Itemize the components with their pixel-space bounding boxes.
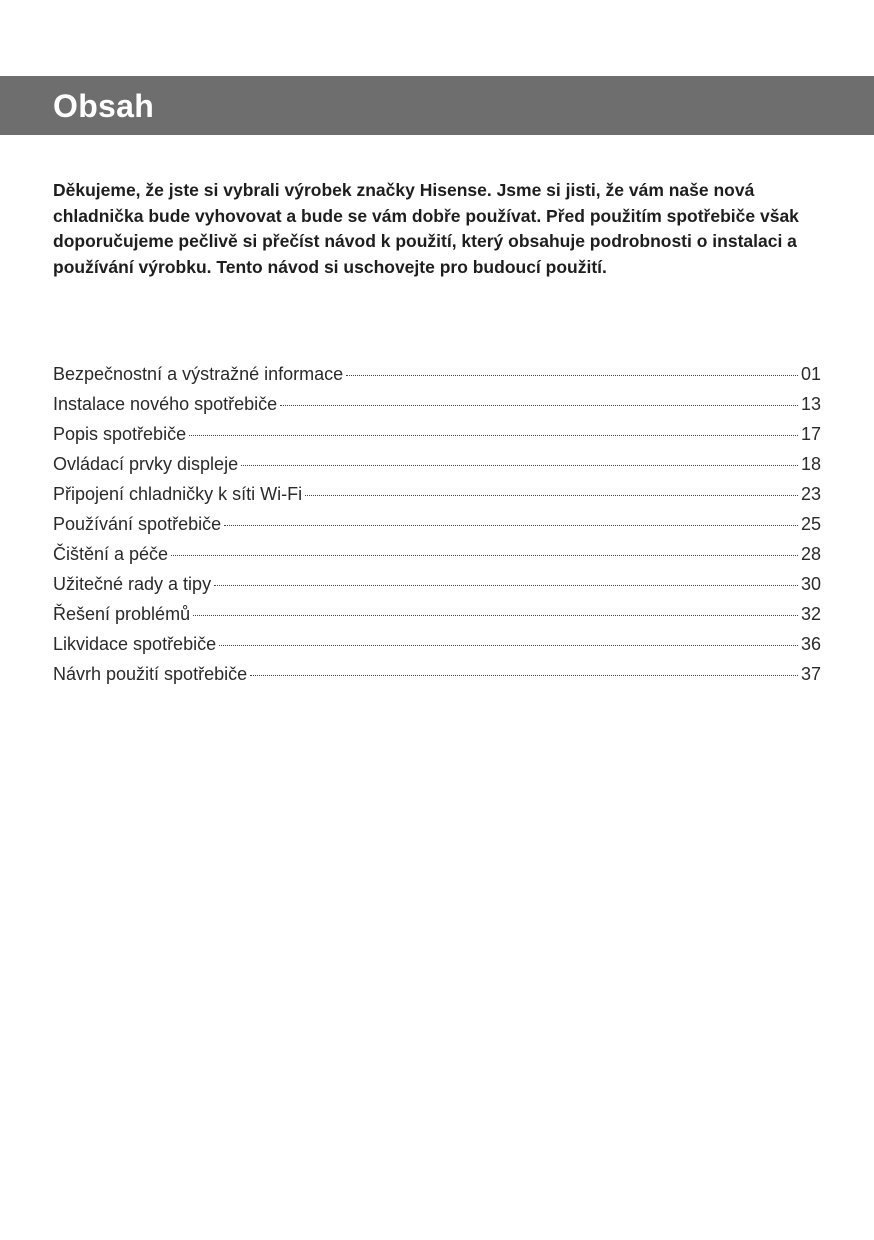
toc-entry-label: Bezpečnostní a výstražné informace bbox=[53, 364, 344, 384]
toc-dot-leader bbox=[250, 675, 798, 676]
toc-entry-installation[interactable] bbox=[53, 391, 821, 421]
page-title: Obsah bbox=[53, 88, 155, 124]
toc-dot-leader bbox=[241, 465, 798, 466]
toc-entry-wifi[interactable] bbox=[53, 481, 821, 511]
toc-entry-label: Návrh použití spotřebiče bbox=[53, 664, 248, 684]
toc-entry-troubleshooting[interactable] bbox=[53, 601, 821, 631]
toc-entry-disposal[interactable] bbox=[53, 631, 821, 661]
toc-entry-usage[interactable] bbox=[53, 511, 821, 541]
toc-entry-safety[interactable] bbox=[53, 361, 821, 391]
toc-entry-display-controls[interactable] bbox=[53, 451, 821, 481]
toc-dot-leader bbox=[305, 495, 798, 496]
toc-entry-tips[interactable] bbox=[53, 571, 821, 601]
toc-entry-page: 37 bbox=[800, 664, 821, 684]
toc-entry-page: 30 bbox=[800, 574, 821, 594]
toc-entry-page: 28 bbox=[800, 544, 821, 564]
toc-dot-leader bbox=[171, 555, 798, 556]
toc-dot-leader bbox=[189, 435, 798, 436]
toc-entry-cleaning[interactable] bbox=[53, 541, 821, 571]
toc-dot-leader bbox=[224, 525, 798, 526]
toc-entry-page: 23 bbox=[800, 484, 821, 504]
toc-entry-label: Ovládací prvky displeje bbox=[53, 454, 239, 474]
toc-dot-leader bbox=[346, 375, 798, 376]
toc-entry-page: 01 bbox=[800, 364, 821, 384]
toc-dot-leader bbox=[214, 585, 798, 586]
toc-entry-description[interactable] bbox=[53, 421, 821, 451]
toc-dot-leader bbox=[280, 405, 798, 406]
toc-entry-label: Připojení chladničky k síti Wi-Fi bbox=[53, 484, 303, 504]
toc-dot-leader bbox=[219, 645, 798, 646]
toc-entry-page: 36 bbox=[800, 634, 821, 654]
toc-entry-label: Užitečné rady a tipy bbox=[53, 574, 212, 594]
toc-entry-page: 17 bbox=[800, 424, 821, 444]
toc-entry-label: Instalace nového spotřebiče bbox=[53, 394, 278, 414]
toc-entry-label: Používání spotřebiče bbox=[53, 514, 222, 534]
toc-entry-usage-design[interactable] bbox=[53, 661, 821, 691]
toc-entry-page: 25 bbox=[800, 514, 821, 534]
table-of-contents bbox=[53, 361, 821, 691]
toc-entry-label: Čištění a péče bbox=[53, 544, 169, 564]
toc-dot-leader bbox=[193, 615, 798, 616]
toc-entry-page: 18 bbox=[800, 454, 821, 474]
toc-entry-label: Řešení problémů bbox=[53, 604, 191, 624]
intro-paragraph: Děkujeme, že jste si vybrali výrobek značky Hisense. Jsme si jisti, že vám naše nová chladnička bude vyhovovat a bude se vám dobře používat. Před použitím spotřebiče však doporučujeme pečlivě si přečíst návod k použití, který obsahuje podrobnosti o instalaci a používání výrobku. Tento návod si uschovejte pro budoucí použití. bbox=[53, 180, 799, 277]
toc-entry-label: Popis spotřebiče bbox=[53, 424, 187, 444]
toc-entry-page: 32 bbox=[800, 604, 821, 624]
toc-entry-label: Likvidace spotřebiče bbox=[53, 634, 217, 654]
toc-entry-page: 13 bbox=[800, 394, 821, 414]
